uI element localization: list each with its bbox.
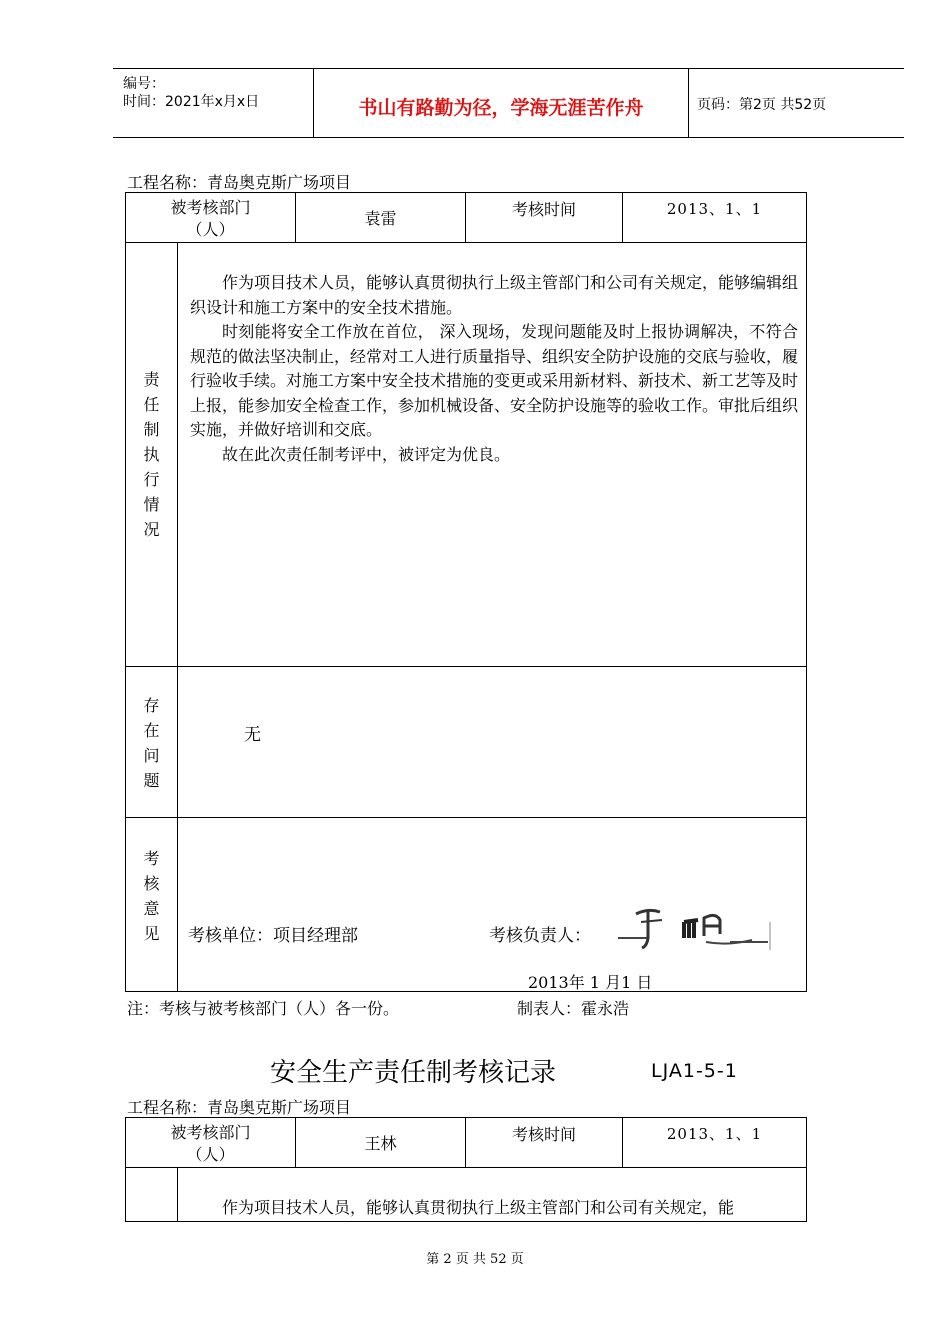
assessing-unit: 考核单位：项目经理部 xyxy=(188,926,358,946)
header-motto: 书山有路勤为径，学海无涯苦作舟 xyxy=(358,97,644,119)
dept-label: 被考核部门 xyxy=(170,198,251,217)
page-footer: 第 2 页 共 52 页 xyxy=(426,1252,524,1267)
exec-paragraph: 作为项目技术人员，能够认真贯彻执行上级主管部门和公司有关规定，能够编辑组织设计和施工方案中的安全技术措施。 xyxy=(190,273,799,317)
dept-label-suffix: （人） xyxy=(186,220,235,239)
exec-paragraph: 时刻能将安全工作放在首位， 深入现场，发现问题能及时上报协调解决，不符合规范的做法坚决制止，经常对工人进行质量指导、组织安全防护设施的交底与验收，履行验收手续。对施工方案中安全技术措施的变更或采用新材料、新技术、新工艺等及时上报，能参加安全检查工作，参加机械设备、安全防护设施等的验收工作。审批后组织实施，并做好培训和交底。 xyxy=(190,322,799,439)
header-page-cell xyxy=(689,69,903,137)
time-label-2: 考核时间 xyxy=(466,1118,623,1168)
time-label: 考核时间 xyxy=(466,193,623,243)
time-value: 2013、1、1 xyxy=(623,193,807,243)
handwritten-signature xyxy=(608,886,778,956)
assessed-person: 袁雷 xyxy=(296,193,466,243)
exec-paragraph: 故在此次责任制考评中，被评定为优良。 xyxy=(222,444,511,464)
issue-value: 无 xyxy=(178,667,807,818)
assessment-table-2 xyxy=(125,1117,807,1222)
exec-label: 责 任 制 执 行 情 况 xyxy=(126,243,178,667)
opinion-label: 考 核 意 见 xyxy=(126,818,178,992)
dept-label-suffix-2: （人） xyxy=(186,1145,235,1164)
form-maker: 制表人：霍永浩 xyxy=(517,999,630,1018)
dept-label-cell-2 xyxy=(126,1118,296,1168)
exec-paragraph-2: 作为项目技术人员，能够认真贯彻执行上级主管部门和公司有关规定，能 xyxy=(222,1198,735,1217)
exec-label-cell-2 xyxy=(126,1168,178,1222)
dept-label-cell xyxy=(126,193,296,243)
header-page-number: 页码：第2页 共52页 xyxy=(697,97,827,113)
header-time: 时间：2021年x月x日 xyxy=(123,94,260,110)
assessed-person-2: 王林 xyxy=(296,1118,466,1168)
exec-content-2 xyxy=(178,1168,807,1222)
record-title: 安全生产责任制考核记录 xyxy=(270,1058,557,1088)
time-value-2: 2013、1、1 xyxy=(623,1118,807,1168)
header-meta-cell xyxy=(113,69,314,137)
assessor-label: 考核负责人： xyxy=(489,926,591,946)
footnote: 注：考核与被考核部门（人）各一份。 xyxy=(127,999,400,1018)
header-number: 编号： xyxy=(123,76,165,92)
issue-label: 存 在 问 题 xyxy=(126,667,178,818)
assessment-date: 2013年 1 月1 日 xyxy=(528,973,653,992)
page-header xyxy=(113,68,904,138)
record-code: LJA1-5-1 xyxy=(651,1060,738,1082)
dept-label-2: 被考核部门 xyxy=(170,1123,251,1142)
exec-content xyxy=(178,243,807,667)
project-name: 工程名称：青岛奥克斯广场项目 xyxy=(127,173,352,192)
project-name-2: 工程名称：青岛奥克斯广场项目 xyxy=(127,1098,352,1117)
assessment-table xyxy=(125,192,807,992)
header-motto-cell xyxy=(314,69,689,137)
opinion-content xyxy=(178,818,807,992)
